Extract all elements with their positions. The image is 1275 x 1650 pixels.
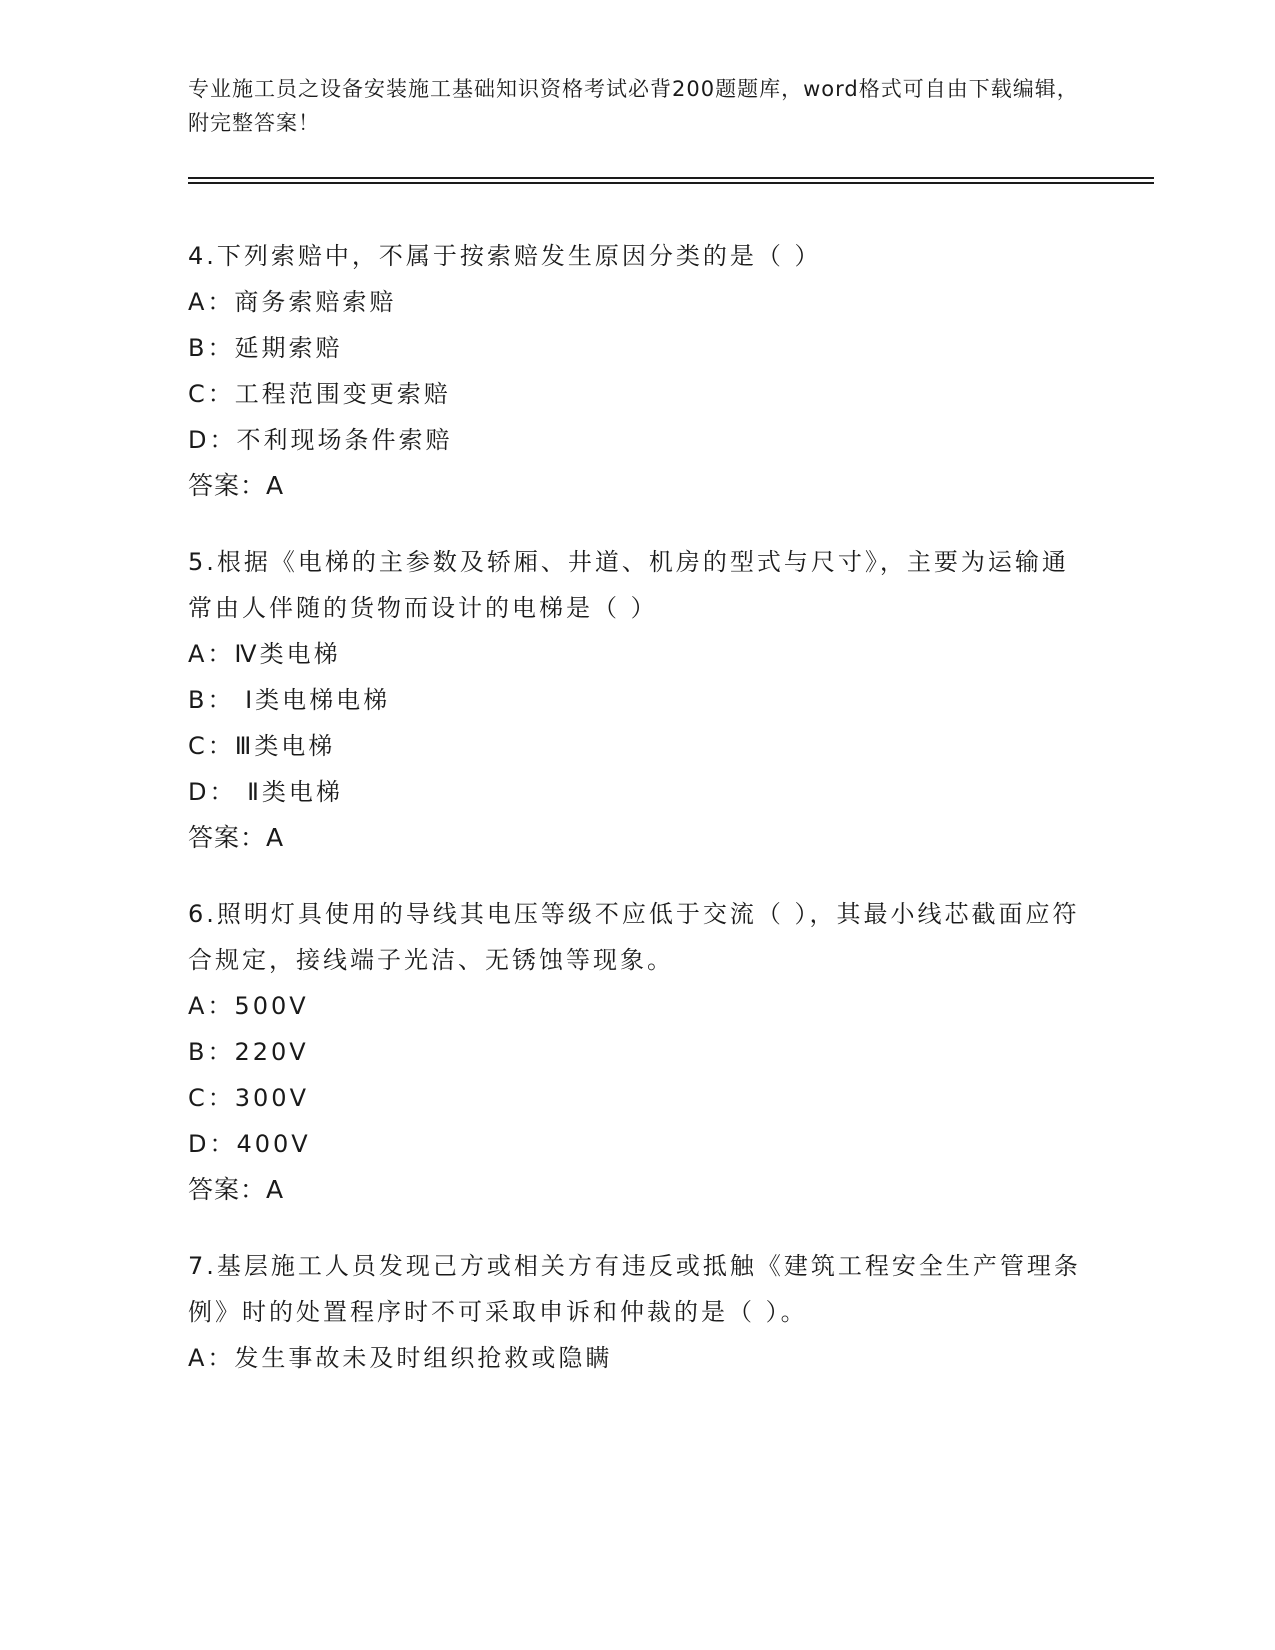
option-text: 220V — [234, 1038, 309, 1066]
option-a — [188, 279, 1088, 325]
option-text: Ⅳ类电梯 — [234, 640, 341, 668]
option-d — [188, 1121, 1088, 1167]
option-text: 发生事故未及时组织抢救或隐瞒 — [234, 1344, 613, 1372]
option-key: B： — [188, 1038, 235, 1066]
option-text: 不利现场条件索赔 — [236, 426, 453, 454]
header-divider-bottom — [188, 182, 1154, 184]
option-list — [188, 1335, 1088, 1381]
option-d — [188, 769, 1088, 815]
option-text: Ⅲ类电梯 — [234, 732, 336, 760]
document-header: 专业施工员之设备安装施工基础知识资格考试必背200题题库，word格式可自由下载编辑，附完整答案！ — [188, 77, 1079, 135]
option-list — [188, 631, 1088, 815]
option-key: C： — [188, 380, 235, 408]
option-b — [188, 1029, 1088, 1075]
option-c — [188, 371, 1088, 417]
answer-line: 答案：A — [188, 471, 285, 500]
option-key: D： — [188, 1130, 237, 1158]
option-a — [188, 983, 1088, 1029]
option-key: A： — [188, 288, 235, 316]
option-list — [188, 983, 1088, 1167]
question-stem: 7.基层施工人员发现己方或相关方有违反或抵触《建筑工程安全生产管理条例》时的处置程序时不可采取申诉和仲裁的是（ ）。 — [188, 1252, 1081, 1326]
option-key: A： — [188, 640, 235, 668]
option-list — [188, 279, 1088, 463]
option-text: 300V — [234, 1084, 309, 1112]
option-key: C： — [188, 732, 235, 760]
header-divider-top — [188, 177, 1154, 179]
question-stem: 6.照明灯具使用的导线其电压等级不应低于交流（ ），其最小线芯截面应符合规定，接线端子光洁、无锈蚀等现象。 — [188, 900, 1080, 974]
option-text: 工程范围变更索赔 — [234, 380, 451, 408]
option-key: B： — [188, 334, 235, 362]
option-c — [188, 1075, 1088, 1121]
answer-line: 答案：A — [188, 1175, 285, 1204]
option-key: A： — [188, 992, 235, 1020]
option-key: D： — [188, 426, 237, 454]
option-text: 500V — [234, 992, 309, 1020]
option-key: A： — [188, 1344, 235, 1372]
option-key: D： — [188, 778, 237, 806]
option-text: Ⅰ类电梯电梯 — [234, 686, 391, 714]
answer-line: 答案：A — [188, 823, 285, 852]
question-stem: 5.根据《电梯的主参数及轿厢、井道、机房的型式与尺寸》，主要为运输通常由人伴随的货物而设计的电梯是（ ） — [188, 548, 1069, 622]
question-4 — [188, 233, 1088, 509]
option-b — [188, 325, 1088, 371]
option-text: 延期索赔 — [234, 334, 343, 362]
option-d — [188, 417, 1088, 463]
option-key: B： — [188, 686, 235, 714]
option-c — [188, 723, 1088, 769]
option-text: 商务索赔索赔 — [234, 288, 397, 316]
option-a — [188, 631, 1088, 677]
question-stem: 4.下列索赔中，不属于按索赔发生原因分类的是（ ） — [188, 242, 822, 270]
question-6 — [188, 891, 1088, 1213]
question-list — [188, 233, 1088, 1411]
option-key: C： — [188, 1084, 235, 1112]
option-a — [188, 1335, 1088, 1381]
option-text: 400V — [236, 1130, 311, 1158]
question-5 — [188, 539, 1088, 861]
question-7 — [188, 1243, 1088, 1381]
option-text: Ⅱ类电梯 — [236, 778, 343, 806]
option-b — [188, 677, 1088, 723]
